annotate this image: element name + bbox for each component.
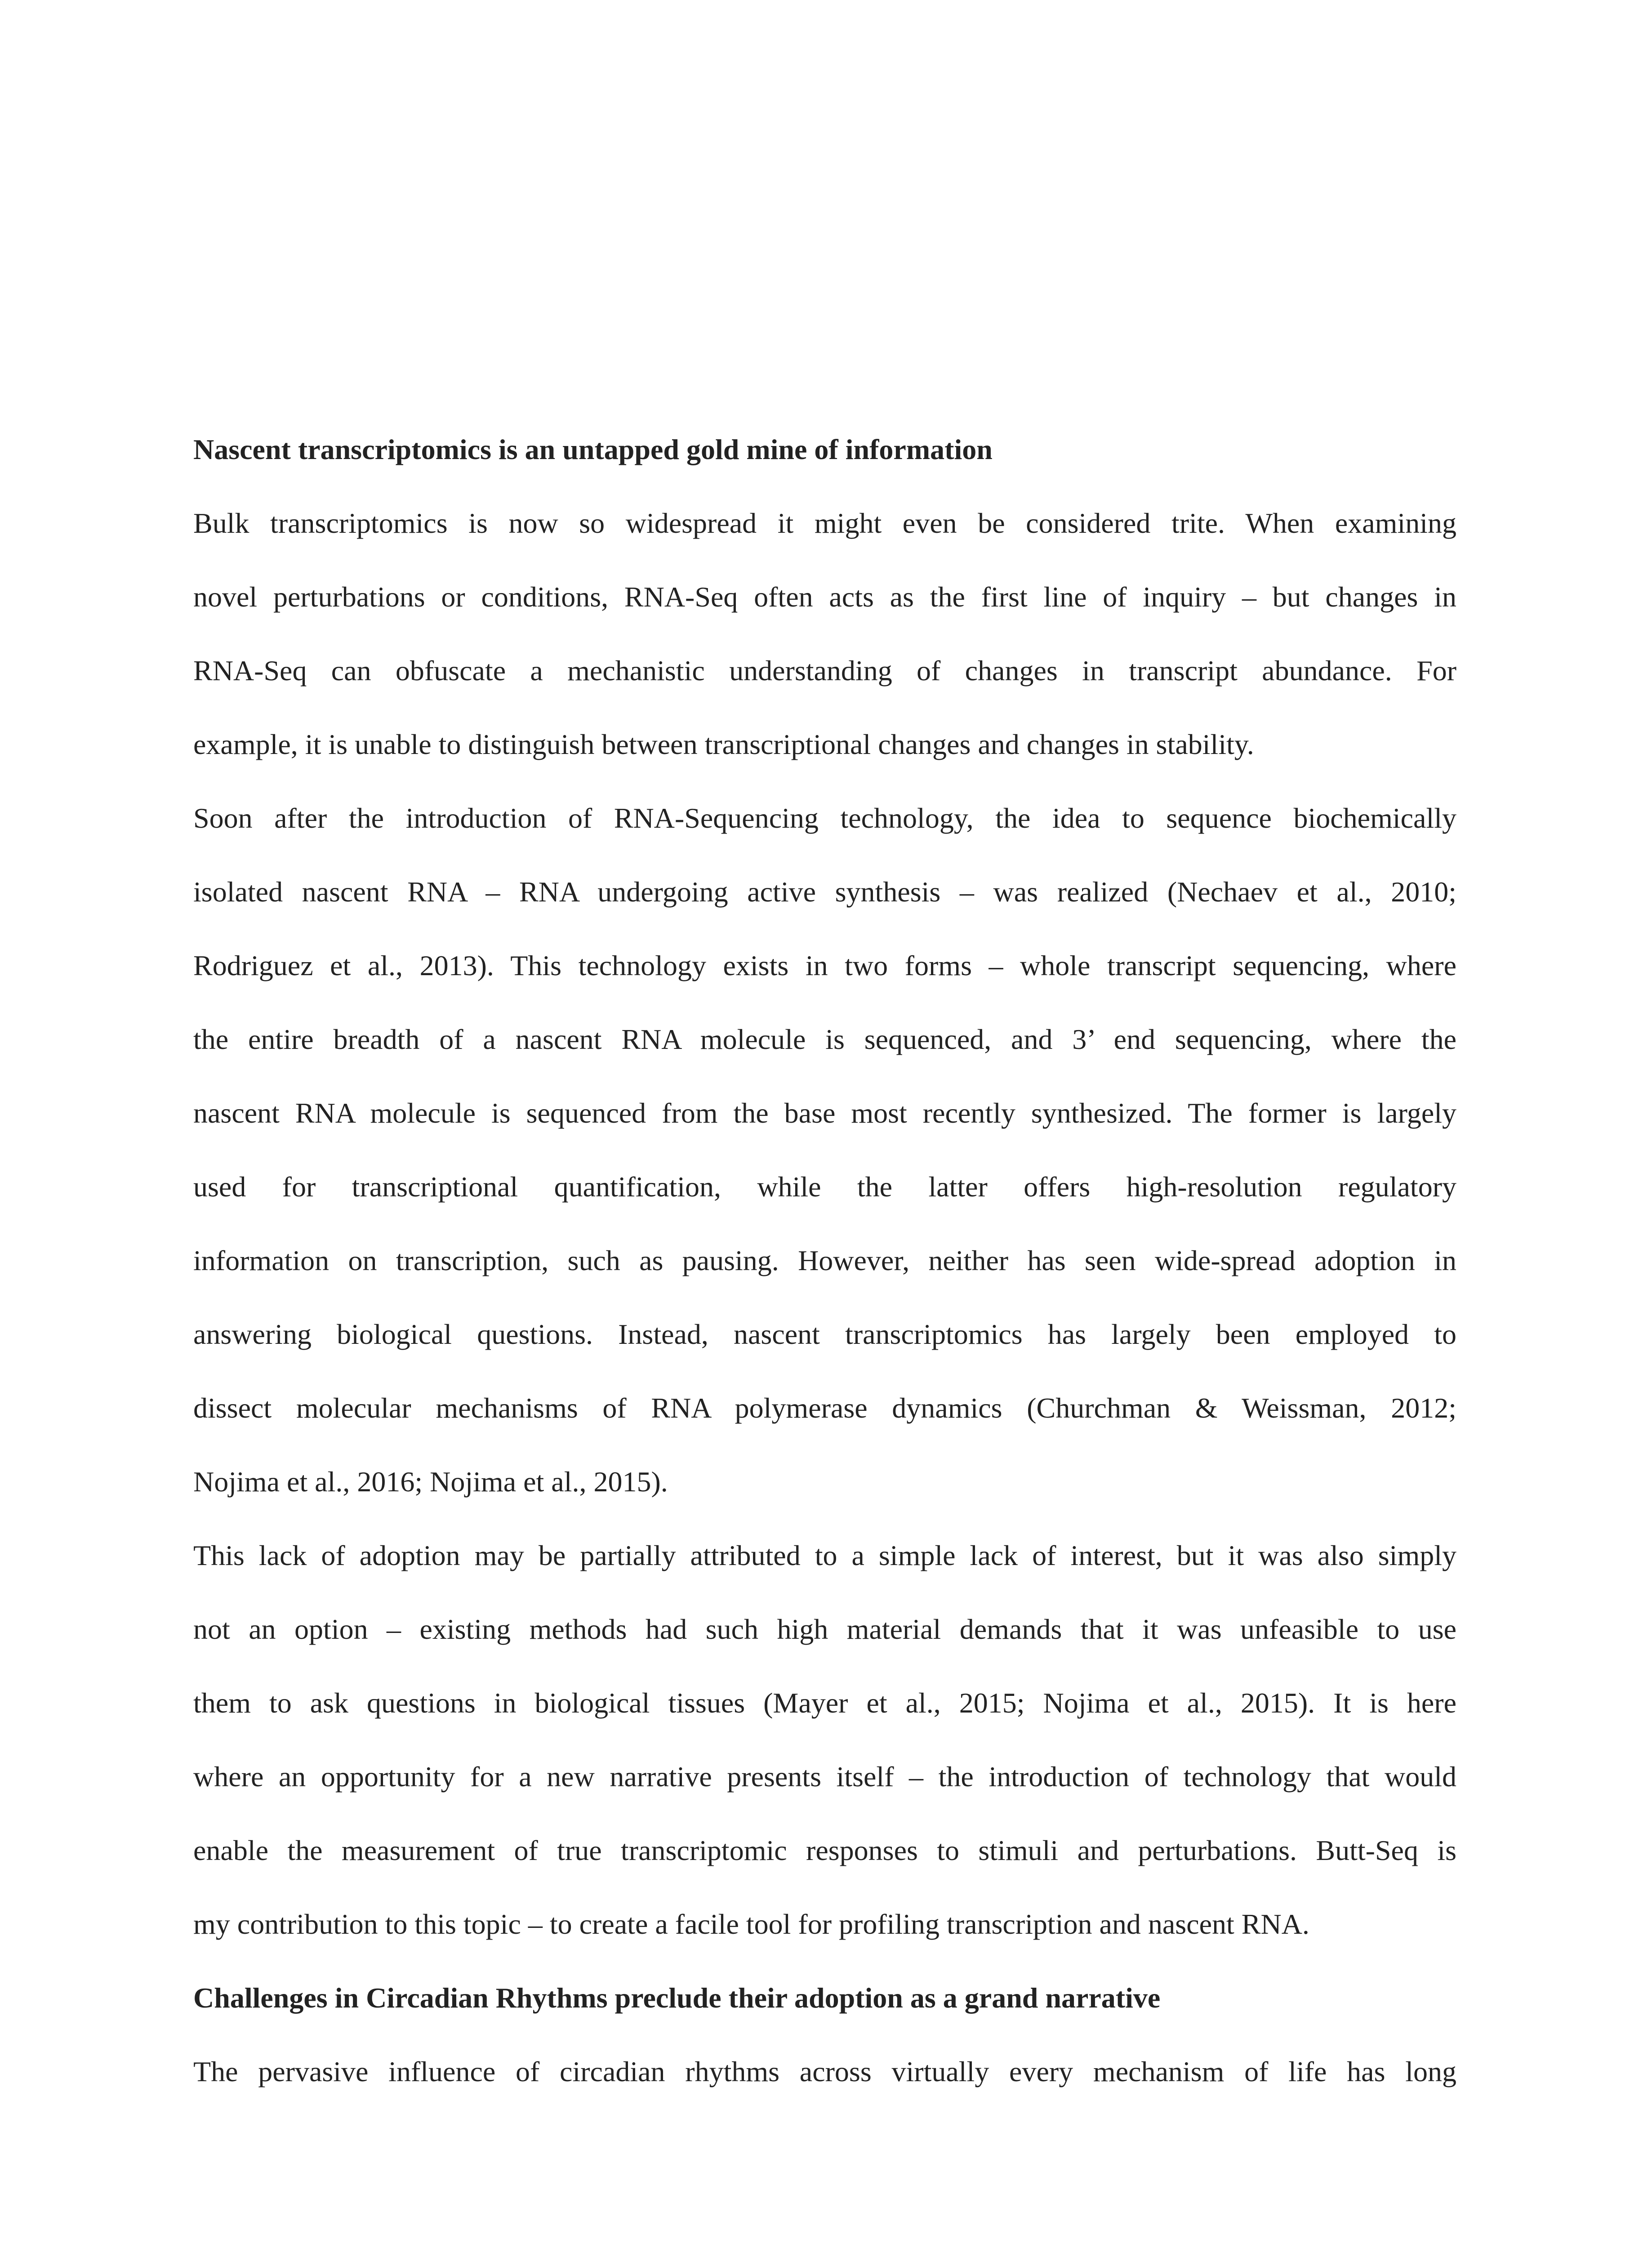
body-text [193,413,1456,2109]
text-line: Nojima et al., 2016; Nojima et al., 2015). [193,1466,668,1498]
text-line: nascent RNA molecule is sequenced from the base most recently synthesized. The former is largely [193,1097,1456,1129]
text-line: where an opportunity for a new narrative presents itself – the introduction of technology that would [193,1761,1456,1793]
text-line: novel perturbations or conditions, RNA-Seq often acts as the first line of inquiry – but changes in [193,581,1456,613]
text-line: used for transcriptional quantification, while the latter offers high-resolution regulatory [193,1171,1456,1203]
section-heading: Nascent transcriptomics is an untapped gold mine of information [193,433,993,465]
text-line: answering biological questions. Instead, nascent transcriptomics has largely been employed to [193,1318,1456,1350]
text-line: them to ask questions in biological tissues (Mayer et al., 2015; Nojima et al., 2015). It is here [193,1687,1456,1719]
section-heading: Challenges in Circadian Rhythms preclude their adoption as a grand narrative [193,1982,1161,2014]
text-line: Bulk transcriptomics is now so widespread it might even be considered trite. When examining [193,507,1456,539]
text-line: my contribution to this topic – to create a facile tool for profiling transcription and nascent RNA. [193,1908,1309,1940]
text-line: isolated nascent RNA – RNA undergoing active synthesis – was realized (Nechaev et al., 2010; [193,876,1456,908]
text-line: This lack of adoption may be partially attributed to a simple lack of interest, but it was also simply [193,1539,1456,1571]
text-line: Soon after the introduction of RNA-Sequencing technology, the idea to sequence biochemically [193,802,1456,834]
text-line: the entire breadth of a nascent RNA molecule is sequenced, and 3’ end sequencing, where the [193,1023,1456,1055]
text-line: Rodriguez et al., 2013). This technology exists in two forms – whole transcript sequencing, where [193,950,1456,981]
text-line: dissect molecular mechanisms of RNA polymerase dynamics (Churchman & Weissman, 2012; [193,1392,1456,1424]
text-line: The pervasive influence of circadian rhythms across virtually every mechanism of life has long [193,2056,1456,2087]
text-line: example, it is unable to distinguish between transcriptional changes and changes in stability. [193,728,1254,760]
text-line: not an option – existing methods had such high material demands that it was unfeasible to use [193,1613,1456,1645]
text-line: RNA-Seq can obfuscate a mechanistic understanding of changes in transcript abundance. For [193,655,1456,687]
text-line: information on transcription, such as pausing. However, neither has seen wide-spread adoption in [193,1244,1456,1276]
text-line: enable the measurement of true transcriptomic responses to stimuli and perturbations. Butt-Seq is [193,1834,1456,1866]
